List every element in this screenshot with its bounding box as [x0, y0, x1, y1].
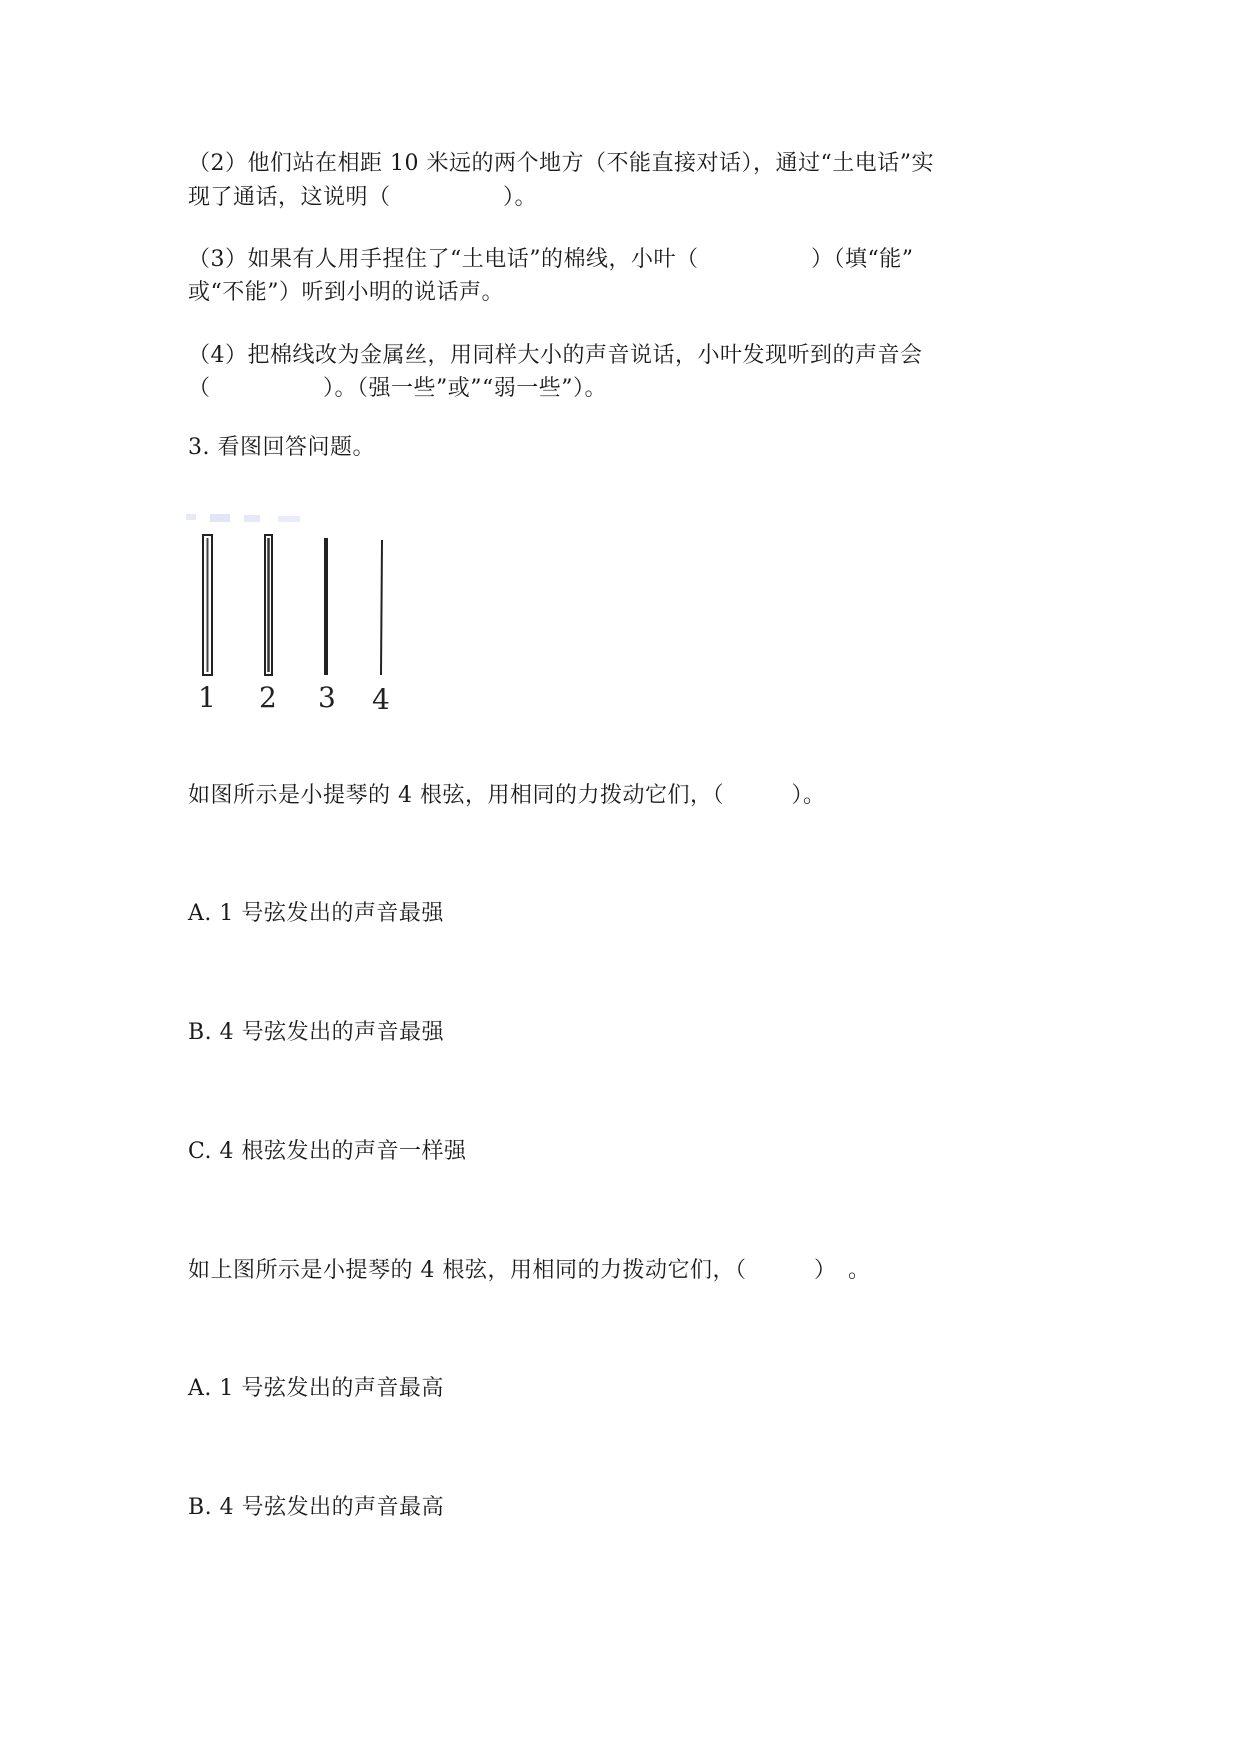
violin-strings-drawing [186, 512, 406, 717]
question-3-part-2-option-a[interactable]: A. 1 号弦发出的声音最高 [188, 1376, 444, 1401]
question-3-part-1-option-a[interactable]: A. 1 号弦发出的声音最强 [188, 901, 444, 926]
string-1-label: 1 [198, 681, 216, 714]
string-1 [203, 535, 212, 675]
question-2-5-line-1: （4）把棉线改为金属丝，用同样大小的声音说话，小叶发现听到的声音会 [188, 343, 923, 368]
string-4-label: 4 [372, 683, 390, 716]
string-4 [381, 540, 382, 675]
scan-smudge [186, 514, 300, 522]
question-3-part-1-option-b[interactable]: B. 4 号弦发出的声音最强 [188, 1020, 445, 1045]
question-2-3-line-1: （2）他们站在相距 10 米远的两个地方（不能直接对话），通过“土电话”实 [188, 151, 934, 176]
question-3-title: 3. 看图回答问题。 [188, 435, 375, 460]
question-2-5-line-2: （ ）。（强一些”或”“弱一些”）。 [188, 376, 607, 401]
question-2-4-line-1: （3）如果有人用手捏住了“土电话”的棉线，小叶（ ）（填“能” [188, 247, 914, 272]
question-3-part-1-option-c[interactable]: C. 4 根弦发出的声音一样强 [188, 1139, 467, 1164]
question-3-part-2-stem: 如上图所示是小提琴的 4 根弦，用相同的力拨动它们，（ ） 。 [188, 1258, 871, 1283]
violin-strings-figure [186, 512, 406, 717]
question-2-3-line-2: 现了通话，这说明（ ）。 [188, 185, 538, 210]
question-3-part-2-option-b[interactable]: B. 4 号弦发出的声音最高 [188, 1495, 445, 1520]
string-2 [265, 535, 272, 675]
string-3-label: 3 [318, 681, 336, 714]
question-2-4-line-2: 或“不能”）听到小明的说话声。 [188, 280, 504, 305]
question-3-part-1-stem: 如图所示是小提琴的 4 根弦，用相同的力拨动它们，（ ）。 [188, 783, 826, 808]
string-2-label: 2 [259, 681, 277, 714]
